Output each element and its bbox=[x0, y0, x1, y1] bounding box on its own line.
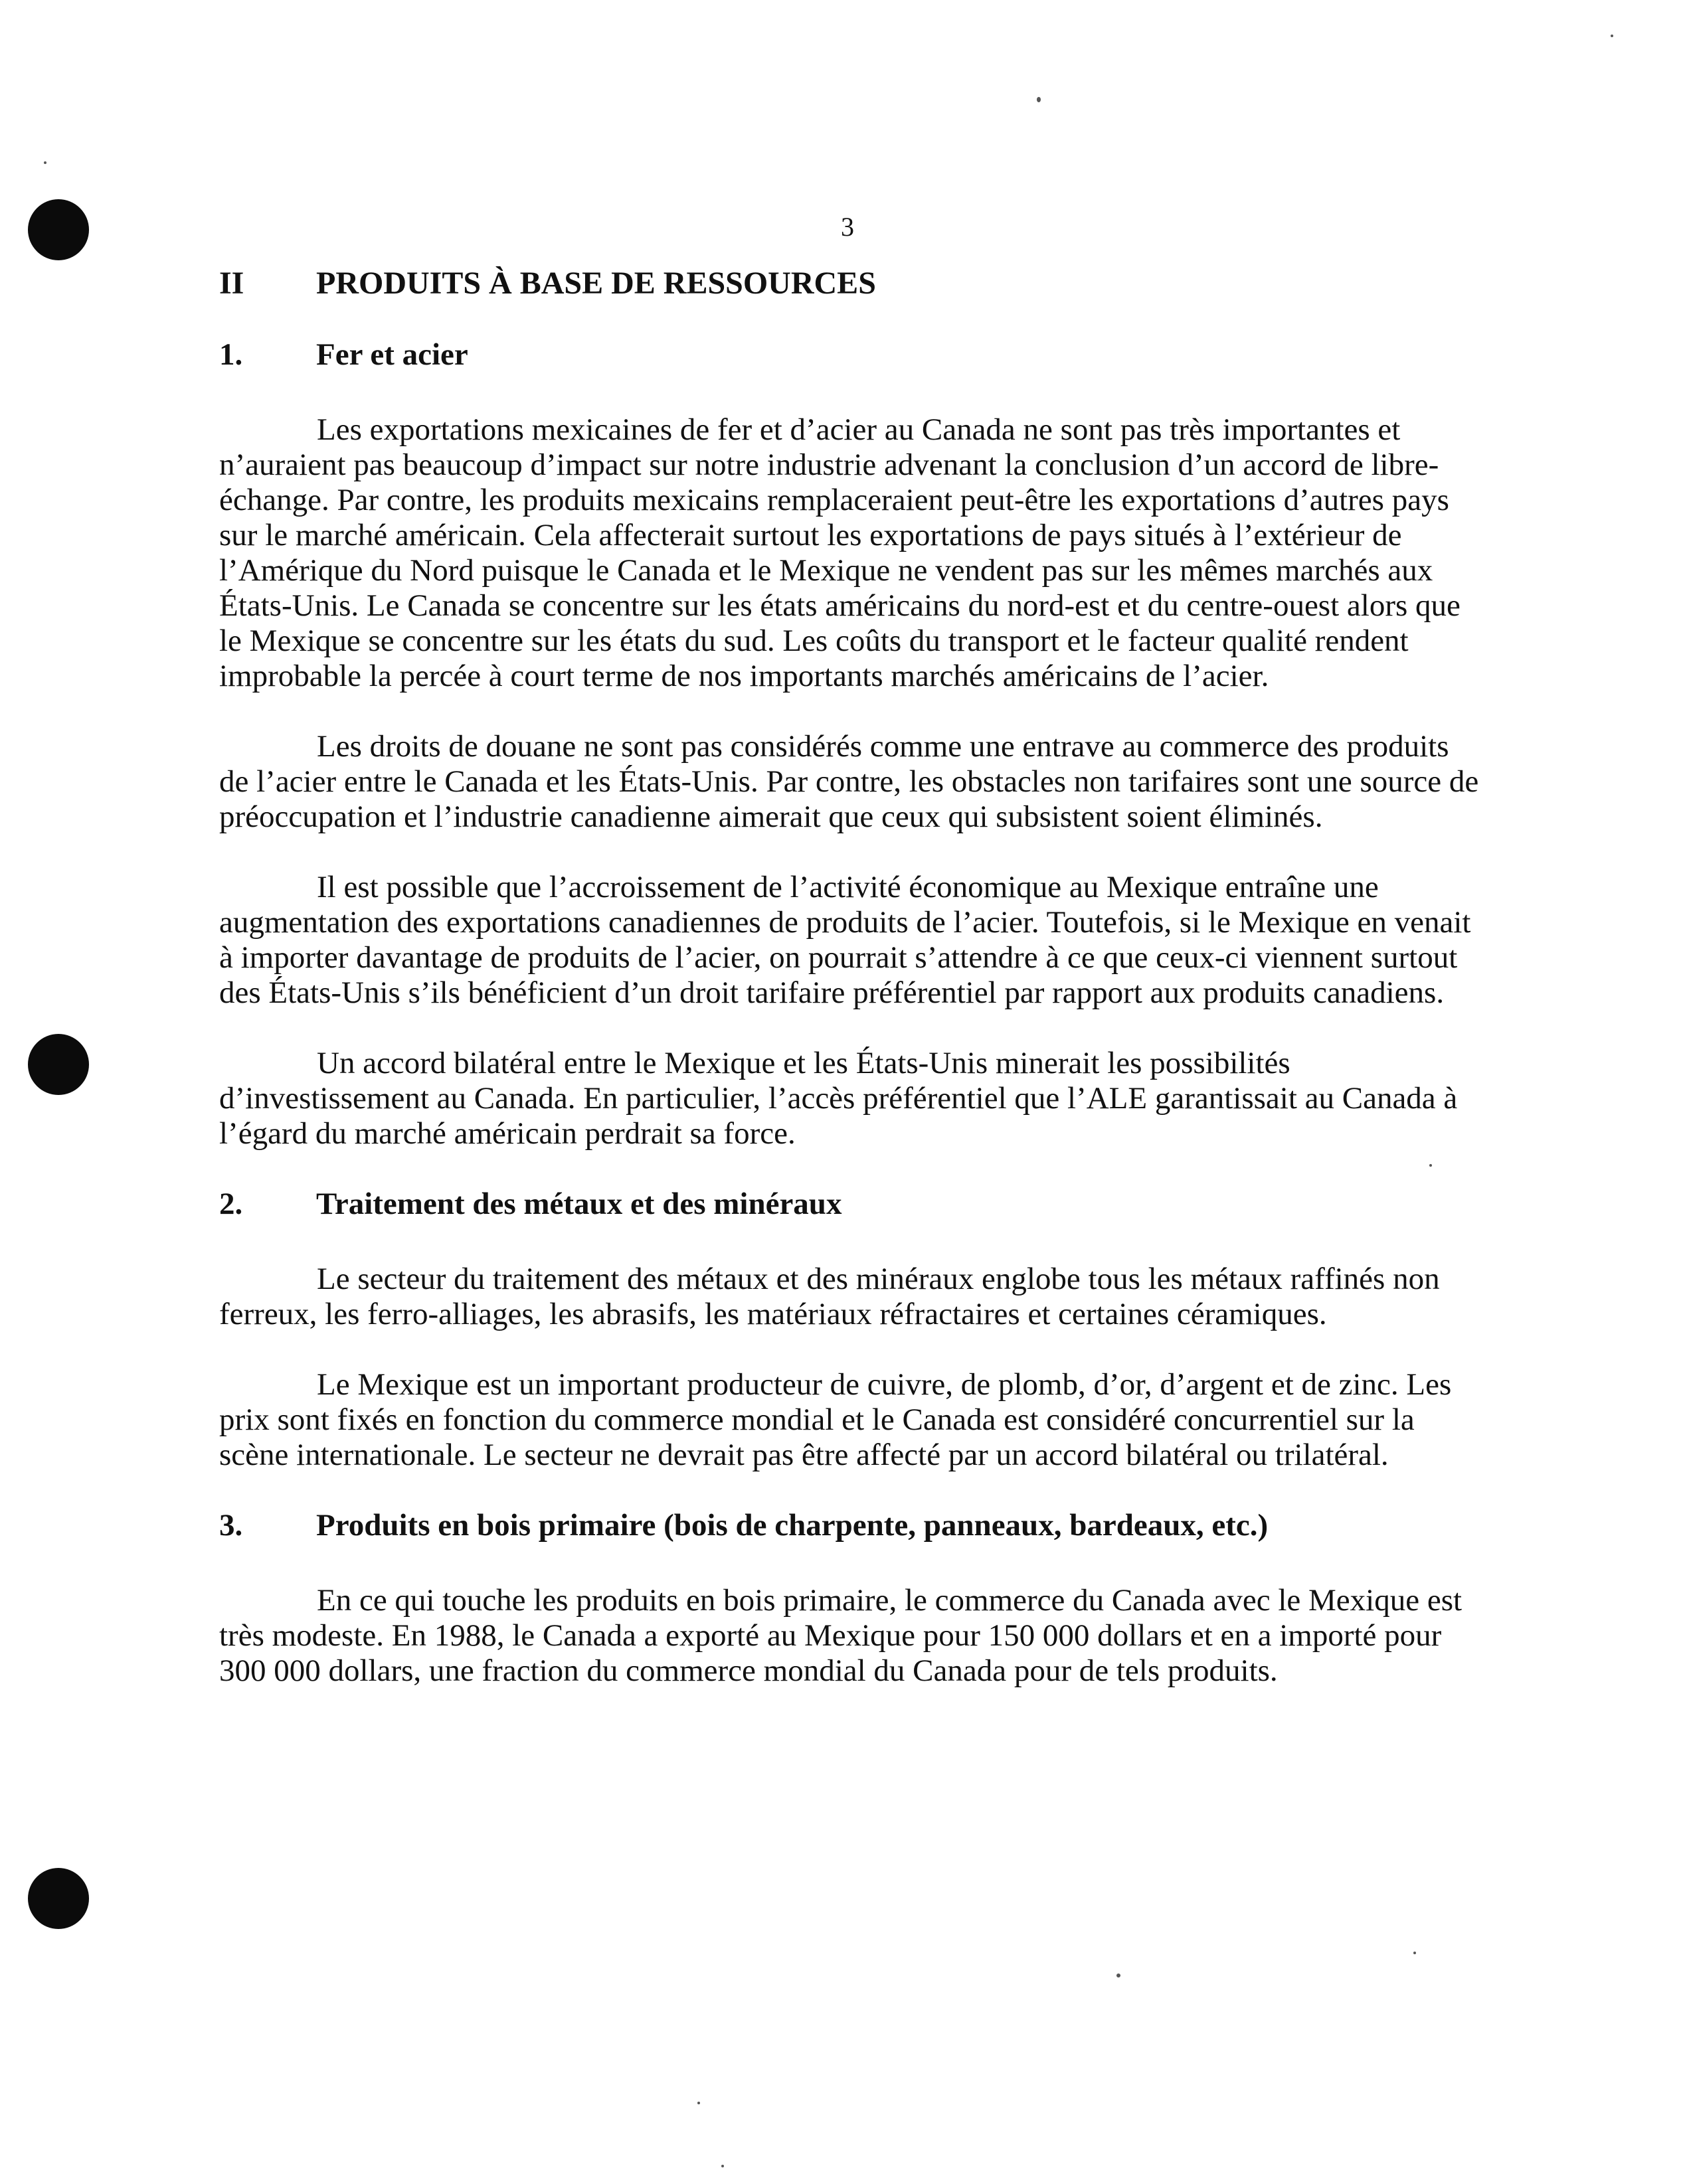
section-heading bbox=[219, 266, 1481, 301]
document-body bbox=[219, 266, 1481, 1689]
scan-speck bbox=[44, 161, 46, 164]
subsection-number: 2. bbox=[219, 1187, 243, 1221]
paragraph: Il est possible que l’accroissement de l’activité économique au Mexique entraîne une augmentation des exportations canadiennes de produits de l’acier. Toutefois, si le Mexique en venait à importer davantage de produits de l’acier, on pourrait s’attendre à ce que ceux-ci viennent surtout des États-Unis s’ils bénéficient d’un droit tarifaire préférentiel par rapport aux produits canadiens. bbox=[219, 870, 1471, 1010]
scan-speck bbox=[721, 2165, 724, 2167]
subsection-heading bbox=[219, 1508, 1481, 1543]
section-title: PRODUITS À BASE DE RESSOURCES bbox=[316, 266, 876, 301]
paragraph: Le secteur du traitement des métaux et des minéraux englobe tous les métaux raffinés non ferreux, les ferro-alliages, les abrasifs, les matériaux réfractaires et certaines céramiques. bbox=[219, 1262, 1440, 1331]
punch-hole bbox=[28, 1868, 89, 1929]
paragraph: Les droits de douane ne sont pas considérés comme une entrave au commerce des produits de l’acier entre le Canada et les États-Unis. Par contre, les obstacles non tarifaires sont une source de préoccupation et l’industrie canadienne aimerait que ceux qui subsistent soient éliminés. bbox=[219, 729, 1479, 834]
scan-speck bbox=[1037, 97, 1041, 102]
scan-speck bbox=[697, 2102, 700, 2104]
scan-speck bbox=[1116, 1974, 1120, 1977]
subsection-title: Traitement des métaux et des minéraux bbox=[316, 1187, 842, 1221]
scan-speck bbox=[1611, 35, 1613, 37]
subsection-heading bbox=[219, 1187, 1481, 1222]
section-number: II bbox=[219, 266, 244, 301]
paragraph: Les exportations mexicaines de fer et d’acier au Canada ne sont pas très importantes et n’auraient pas beaucoup d’impact sur notre industrie advenant la conclusion d’un accord de libre-échange. Par contre, les produits mexicains remplaceraient peut-être les exportations d’autres pays sur le marché américain. Cela affecterait surtout les exportations de pays situés à l’extérieur de l’Amérique du Nord puisque le Canada et le Mexique ne vendent pas sur les mêmes marchés aux États-Unis. Le Canada se concentre sur les états américains du nord-est et du centre-ouest alors que le Mexique se concentre sur les états du sud. Les coûts du transport et le facteur qualité rendent improbable la percée à court terme de nos importants marchés américains de l’acier. bbox=[219, 412, 1461, 693]
page-number: 3 bbox=[841, 212, 854, 242]
subsection-number: 3. bbox=[219, 1508, 243, 1543]
scan-speck bbox=[1413, 1952, 1416, 1954]
punch-hole bbox=[28, 1034, 89, 1095]
paragraph: En ce qui touche les produits en bois primaire, le commerce du Canada avec le Mexique est très modeste. En 1988, le Canada a exporté au Mexique pour 150 000 dollars et en a importé pour 300 000 dollars, une fraction du commerce mondial du Canada pour de tels produits. bbox=[219, 1583, 1463, 1688]
subsection-title: Fer et acier bbox=[316, 337, 468, 372]
paragraph: Un accord bilatéral entre le Mexique et les États-Unis minerait les possibilités d’investissement au Canada. En particulier, l’accès préférentiel que l’ALE garantissait au Canada à l’égard du marché américain perdrait sa force. bbox=[219, 1046, 1458, 1151]
paragraph: Le Mexique est un important producteur de cuivre, de plomb, d’or, d’argent et de zinc. Les prix sont fixés en fonction du commerce mondial et le Canada est considéré concurrentiel sur la scène internationale. Le secteur ne devrait pas être affecté par un accord bilatéral ou trilatéral. bbox=[219, 1367, 1452, 1472]
subsection-title: Produits en bois primaire (bois de charpente, panneaux, bardeaux, etc.) bbox=[316, 1508, 1269, 1543]
subsection-heading bbox=[219, 337, 1481, 373]
subsection-number: 1. bbox=[219, 337, 243, 372]
punch-hole bbox=[28, 199, 89, 260]
